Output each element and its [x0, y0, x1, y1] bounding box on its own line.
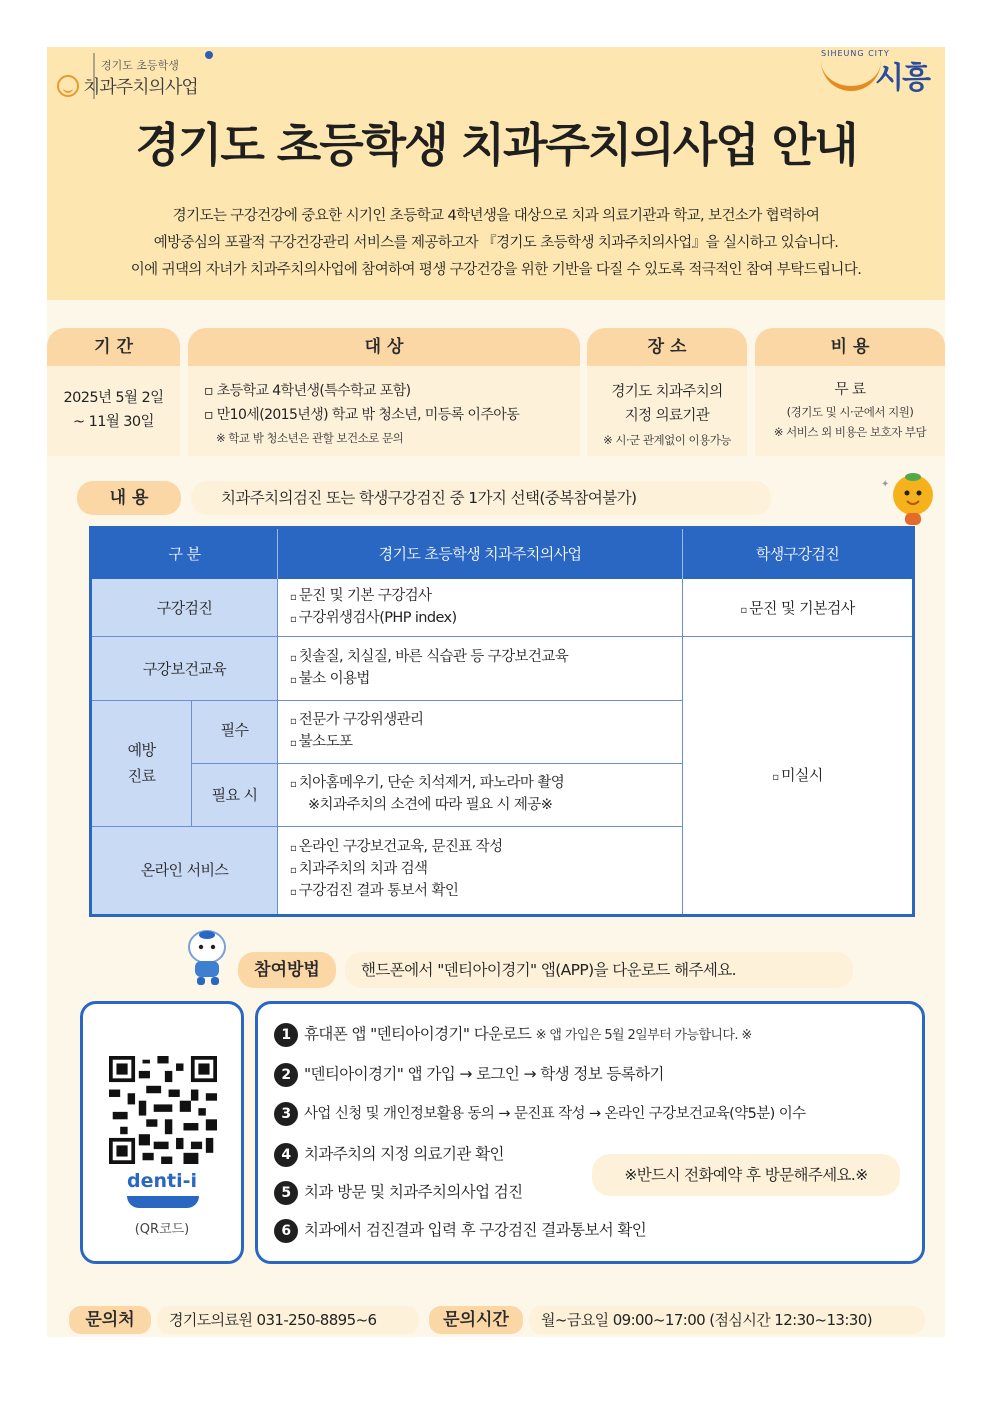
- place-label: 장 소: [587, 328, 747, 366]
- method-label: 참여방법: [238, 952, 336, 988]
- cost-note: (경기도 및 시·군에서 지원): [786, 405, 914, 419]
- step-text: 치과주치의 지정 의료기관 확인: [304, 1145, 504, 1163]
- qr-code-icon[interactable]: [109, 1056, 217, 1164]
- method-text: 핸드폰에서 "덴티아이경기" 앱(APP)을 다운로드 해주세요.: [345, 952, 853, 988]
- intro-line: 예방중심의 포괄적 구강건강관리 서비스를 제공하고자 『경기도 초등학생 치과주치의사업』을 실시하고 있습니다.: [153, 235, 839, 251]
- step-item: [274, 1218, 646, 1243]
- step-number-icon: 3: [274, 1102, 298, 1126]
- list-item: ▫ 치아홈메우기, 단순 치석제거, 파노라마 촬영: [290, 773, 682, 795]
- city-caption: SIHEUNG CITY: [821, 49, 890, 58]
- step-item: [274, 1142, 504, 1167]
- contact-label: 문의처: [69, 1306, 151, 1334]
- step-text: 치과 방문 및 치과주치의사업 검진: [304, 1183, 523, 1201]
- target-card: [188, 328, 580, 456]
- step-text: 사업 신청 및 개인정보활용 동의 → 문진표 작성 → 온라인 구강보건교육(약5분) 이수: [304, 1106, 806, 1122]
- target-line: ▫ 초등학교 4학년생(특수학교 포함): [204, 383, 411, 399]
- step-item: [274, 1102, 806, 1126]
- brand-small-text: 경기도 초등학생: [101, 59, 179, 72]
- steps-box: [255, 1001, 925, 1264]
- cost-card: [755, 328, 945, 456]
- target-label: 대 상: [188, 328, 580, 366]
- brand-big-text: 치과주치의사업: [83, 77, 198, 98]
- list-item: ▫ 구강위생검사(PHP index): [290, 608, 682, 630]
- row-items-required: [278, 701, 683, 764]
- list-item: ▫ 불소 이용법: [290, 669, 682, 691]
- target-line: ▫ 만10세(2015년생) 학교 밖 청소년, 미등록 이주아동: [204, 407, 520, 423]
- list-item: ▫ 칫솔질, 치실질, 바른 식습관 등 구강보건교육: [290, 647, 682, 669]
- logo-pin-icon: [205, 51, 213, 59]
- row-items-optional: [278, 764, 683, 827]
- optional-note: ※치과주치의 소견에 따라 필요 시 제공※: [308, 797, 553, 813]
- intro-line: 이에 귀댁의 자녀가 치과주치의사업에 참여하여 평생 구강건강을 위한 기반을 다질 수 있도록 적극적인 참여 부탁드립니다.: [130, 262, 862, 278]
- place-line: 지정 의료기관: [624, 408, 710, 424]
- row-label-education: 구강보건교육: [92, 637, 278, 701]
- denti-i-logo: denti-i: [126, 1170, 197, 1192]
- list-item: ▫ 구강검진 결과 통보서 확인: [290, 881, 682, 903]
- cost-line: 무 료: [834, 382, 866, 398]
- row-label-exam: 구강검진: [92, 579, 278, 637]
- list-item: ▫ 문진 및 기본 구강검사: [290, 586, 682, 608]
- list-item: ▫ 불소도포: [290, 732, 682, 754]
- place-note: ※ 시·군 관계없이 이용가능: [603, 433, 731, 447]
- step-number-icon: 1: [274, 1023, 298, 1047]
- list-item: ▫ 온라인 구강보건교육, 문진표 작성: [290, 837, 682, 859]
- denti-i-swoosh-icon: [127, 1196, 199, 1208]
- table-header-student: 학생구강검진: [683, 529, 912, 579]
- comparison-table: [89, 526, 915, 917]
- row-items-exam: [278, 579, 683, 637]
- step-number-icon: 2: [274, 1063, 298, 1087]
- cost-note: ※ 서비스 외 비용은 보호자 부담: [773, 425, 927, 439]
- period-card: [47, 328, 180, 456]
- step-text: 치과에서 검진결과 입력 후 구강검진 결과통보서 확인: [304, 1221, 647, 1239]
- student-other-text: 미실시: [781, 766, 823, 784]
- qr-caption: (QR코드): [134, 1222, 190, 1237]
- step-text: "덴티아이경기" 앱 가입 → 로그인 → 학생 정보 등록하기: [304, 1065, 664, 1083]
- intro-line: 경기도는 구강건강에 중요한 시기인 초등학교 4학년생을 대상으로 치과 의료기관과 학교, 보건소가 협력하여: [172, 208, 820, 224]
- step-item: [274, 1022, 752, 1047]
- row-label-online: 온라인 서비스: [92, 827, 278, 914]
- period-label: 기 간: [47, 328, 180, 366]
- row-student-other: ▫ 미실시: [772, 766, 823, 784]
- place-line: 경기도 치과주치의: [611, 384, 723, 400]
- row-label-optional: 필요 시: [192, 764, 278, 827]
- hours-label: 문의시간: [429, 1306, 523, 1334]
- row-items-education: [278, 637, 683, 701]
- cost-label: 비 용: [755, 328, 945, 366]
- intro-text: [47, 203, 945, 284]
- city-arc-icon: [821, 57, 881, 91]
- prevention-label-line: 진료: [127, 767, 156, 785]
- content-label: 내 용: [77, 481, 181, 515]
- page-title: 경기도 초등학생 치과주치의사업 안내: [135, 118, 857, 172]
- reservation-callout: ※반드시 전화예약 후 방문해주세요.※: [592, 1154, 900, 1196]
- content-text: 치과주치의검진 또는 학생구강검진 중 1가지 선택(중복참여불가): [191, 481, 771, 515]
- table-header-category: 구 분: [92, 529, 278, 579]
- mascot-tangerine-icon: [879, 467, 939, 529]
- mascot-tooth-icon: [181, 929, 235, 987]
- row-label-prevention: [92, 701, 192, 827]
- contact-text: 경기도의료원 031-250-8895~6: [157, 1306, 419, 1334]
- step-note: ※ 앱 가입은 5월 2일부터 가능합니다. ※: [535, 1028, 752, 1043]
- city-word: 시흥: [875, 61, 929, 96]
- qr-box: [80, 1001, 244, 1264]
- siheung-city-logo: [817, 49, 939, 95]
- list-item: ▫ 전문가 구강위생관리: [290, 710, 682, 732]
- step-number-icon: 6: [274, 1219, 298, 1243]
- period-start: 2025년 5월 2일: [63, 390, 164, 406]
- step-number-icon: 5: [274, 1181, 298, 1205]
- flyer-page: [47, 47, 945, 1337]
- step-number-icon: 4: [274, 1143, 298, 1167]
- row-label-required: 필수: [192, 701, 278, 764]
- table-header-program: 경기도 초등학생 치과주치의사업: [278, 529, 683, 579]
- step-item: [274, 1180, 523, 1205]
- svg-text:✦: ✦: [881, 479, 890, 490]
- hours-text: 월~금요일 09:00~17:00 (점심시간 12:30~13:30): [529, 1306, 925, 1334]
- program-logo: [53, 51, 223, 101]
- smile-icon: [57, 75, 79, 97]
- prevention-label-line: 예방: [127, 741, 156, 759]
- header-section: [47, 47, 945, 300]
- list-item: ▫ 치과주치의 치과 검색: [290, 859, 682, 881]
- place-card: [587, 328, 747, 456]
- row-student-exam: ▫ 문진 및 기본검사: [683, 579, 912, 637]
- step-item: [274, 1062, 664, 1087]
- student-exam-text: 문진 및 기본검사: [749, 599, 855, 617]
- period-end: ~ 11월 30일: [73, 414, 154, 430]
- step-text: 휴대폰 앱 "덴티아이경기" 다운로드: [304, 1025, 532, 1043]
- target-note: ※ 학교 밖 청소년은 관할 보건소로 문의: [216, 431, 404, 445]
- row-items-online: [278, 827, 683, 914]
